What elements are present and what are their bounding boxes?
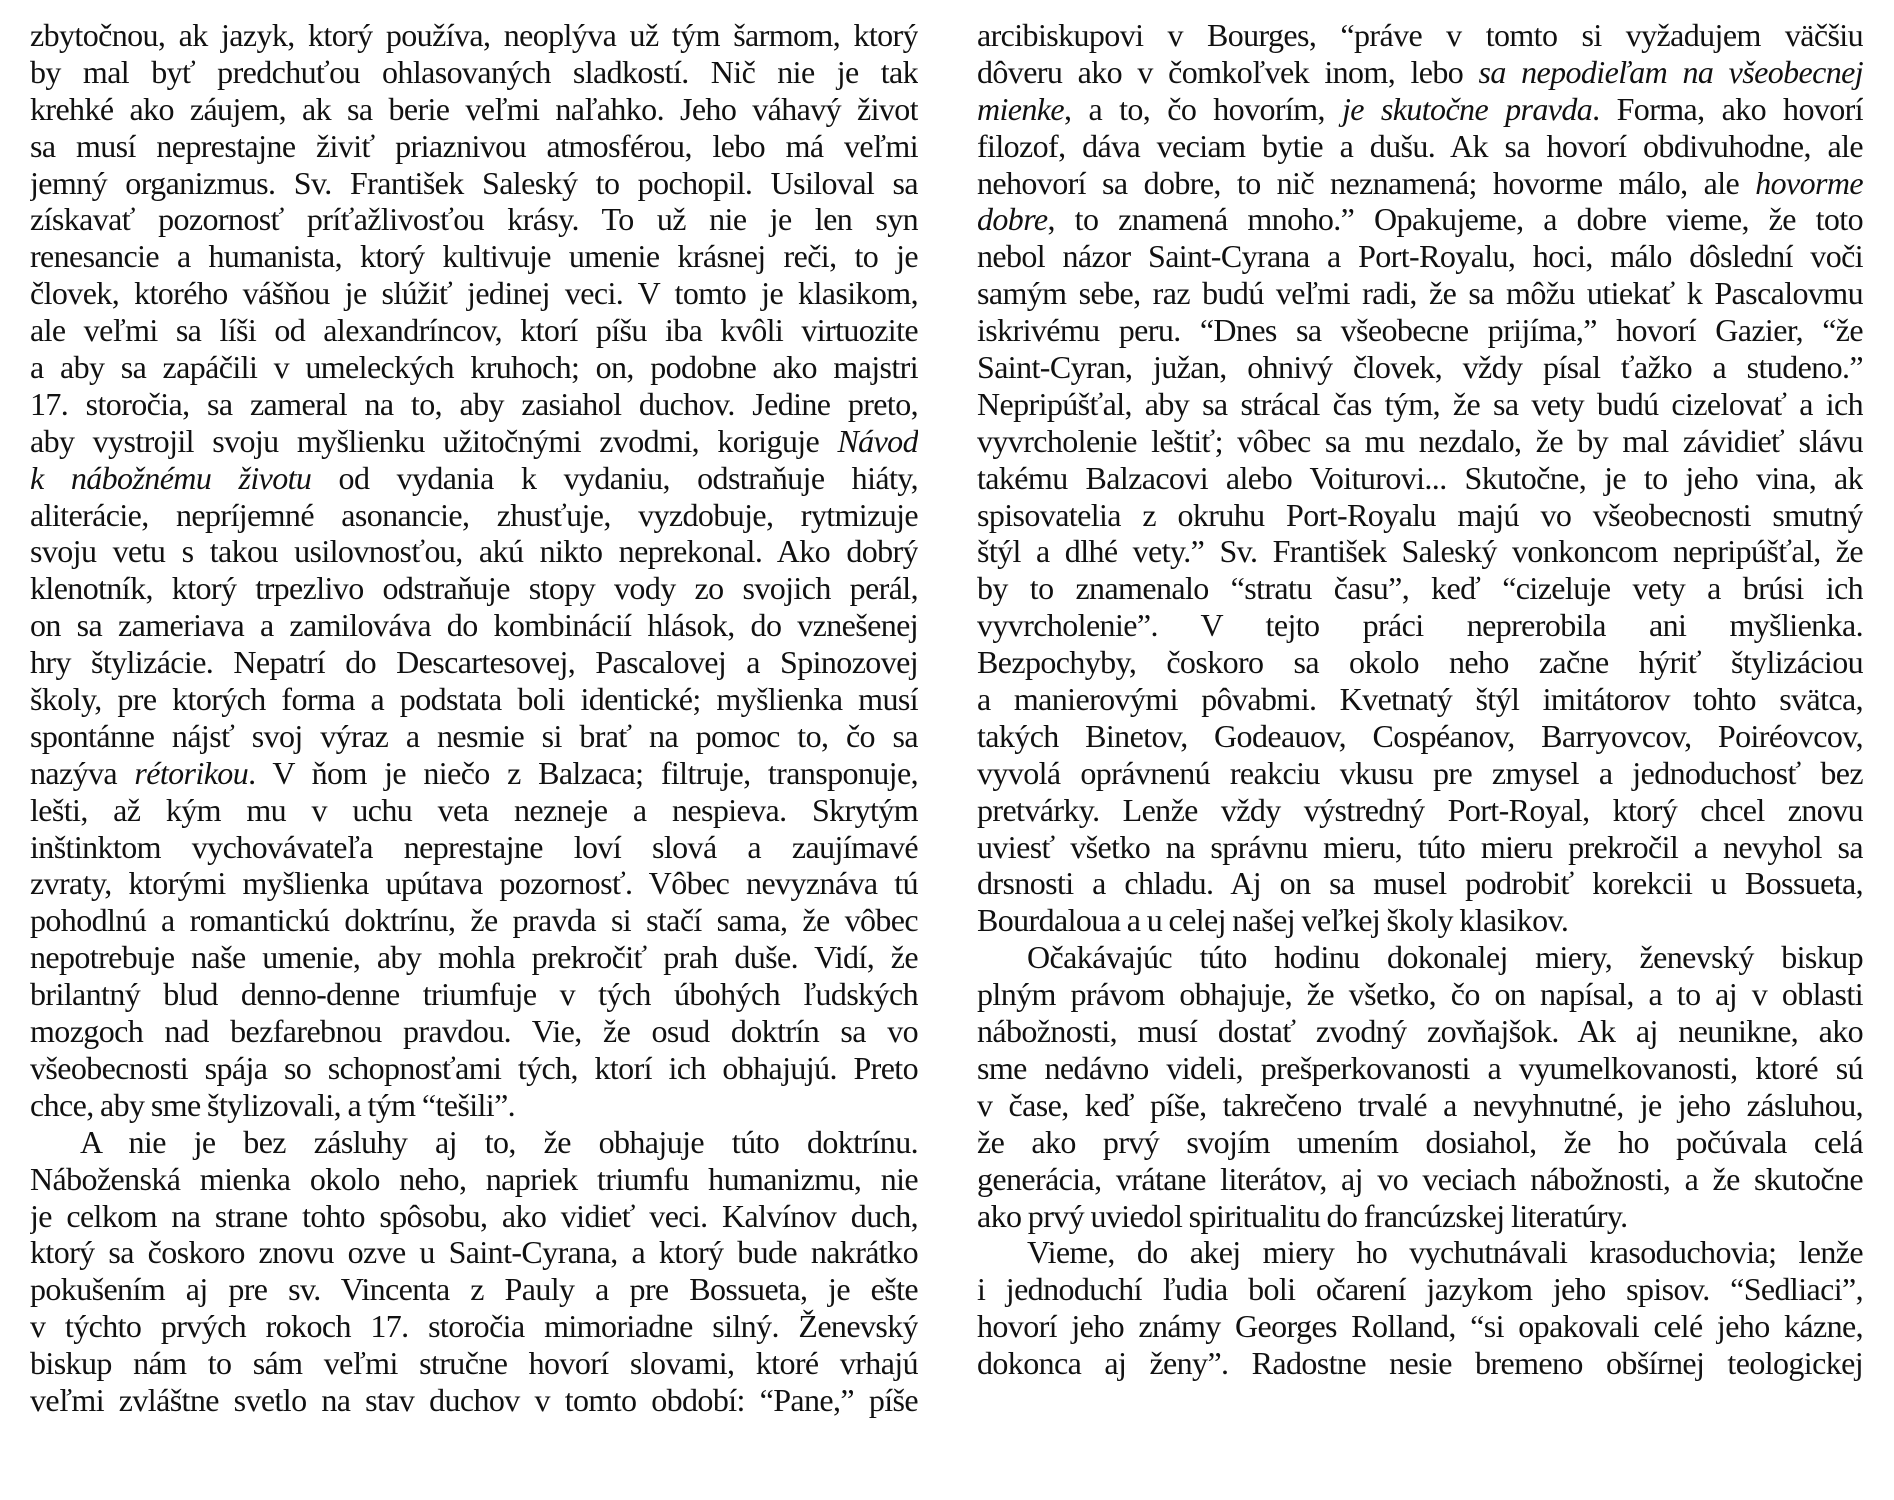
text-line <box>977 1161 1863 1198</box>
text-line <box>977 570 1863 607</box>
text-segment: ale veľmi sa líši od alexandríncov, ktorí píšu iba kvôli virtuozite <box>30 312 918 349</box>
text-segment: hovorí jeho známy Georges Rolland, “si opakovali celé jeho kázne, <box>977 1308 1863 1345</box>
text-line <box>977 792 1863 829</box>
text-line <box>30 54 918 91</box>
text-line <box>977 238 1863 275</box>
text-segment: arcibiskupovi v Bourges, “práve v tomto si vyžadujem väčšiu <box>977 17 1863 53</box>
text-line <box>977 644 1863 681</box>
text-segment: generácia, vrátane literátov, aj vo veciach nábožnosti, a že skutočne <box>977 1160 1863 1197</box>
text-line <box>30 718 918 755</box>
text-line <box>977 1124 1863 1161</box>
text-line <box>30 1345 918 1382</box>
paragraph-first-line <box>977 939 1863 976</box>
text-segment: aliterácie, nepríjemné asonancie, zhusťuje, vyzdobuje, rytmizuje <box>30 496 918 533</box>
text-line <box>977 755 1863 792</box>
text-segment: je celkom na strane tohto spôsobu, ako vidieť veci. Kalvínov duch, <box>30 1197 918 1234</box>
text-segment: ktorý sa čoskoro znovu ozve u Saint-Cyrana, a ktorý bude nakrátko <box>30 1234 918 1271</box>
text-segment: biskup nám to sám veľmi stručne hovorí slovami, ktoré vrhajú <box>30 1345 918 1382</box>
text-line <box>30 312 918 349</box>
italic-text: sa nepodieľam na všeobecnej <box>1478 53 1863 90</box>
text-segment: nábožnosti, musí dostať zvodný zovňajšok. Ak aj neunikne, ako <box>977 1013 1863 1050</box>
text-line <box>977 386 1863 423</box>
text-segment: klenotník, ktorý trpezlivo odstraňuje stopy vody zo svojich perál, <box>30 570 918 607</box>
text-segment: spisovatelia z okruhu Port-Royalu majú vo všeobecnosti smutný <box>977 496 1863 533</box>
text-segment: samým sebe, raz budú veľmi radi, že sa môžu utiekať k Pascalovmu <box>977 275 1863 312</box>
text-segment: takému Balzacovi alebo Voiturovi... Skutočne, je to jeho vina, ak <box>977 459 1863 496</box>
text-segment: a manierovými pôvabmi. Kvetnatý štýl imitátorov tohto svätca, <box>977 681 1863 718</box>
text-line <box>30 939 918 976</box>
text-line <box>977 681 1863 718</box>
text-line <box>977 497 1863 534</box>
text-segment: plným právom obhajuje, že všetko, čo on napísal, a to aj v oblasti <box>977 976 1863 1013</box>
italic-text: je skutočne pravda <box>1341 90 1593 127</box>
text-segment: ako prvý uviedol spiritualitu do francúzskej literatúry. <box>977 1197 1628 1234</box>
text-segment: štýl a dlhé vety.” Sv. František Saleský vonkoncom nepripúšťal, že <box>977 533 1863 570</box>
text-segment: hry štylizácie. Nepatrí do Descartesovej, Pascalovej a Spinozovej <box>30 644 918 681</box>
text-line <box>977 17 1863 54</box>
text-line <box>30 681 918 718</box>
text-line <box>30 976 918 1013</box>
text-segment: človek, ktorého vášňou je slúžiť jedinej veci. V tomto je klasikom, <box>30 275 918 312</box>
text-line <box>30 275 918 312</box>
italic-text: k nábožnému životu <box>30 459 312 496</box>
text-segment: uviesť všetko na správnu mieru, túto mieru prekročil a nevyhol sa <box>977 828 1863 865</box>
text-segment: veľmi zvláštne svetlo na stav duchov v tomto období: “Pane,” píše <box>30 1381 918 1418</box>
text-segment: nebol názor Saint-Cyrana a Port-Royalu, hoci, málo dôslední voči <box>977 238 1863 275</box>
text-line <box>977 1198 1863 1235</box>
italic-text: mienke <box>977 90 1065 127</box>
text-line <box>30 902 918 939</box>
text-segment: a aby sa zapáčili v umeleckých kruhoch; on, podobne ako majstri <box>30 349 918 386</box>
text-line <box>977 718 1863 755</box>
text-line <box>30 792 918 829</box>
text-column-left <box>30 17 918 1419</box>
text-line <box>30 755 918 792</box>
text-segment: jemný organizmus. Sv. František Saleský to pochopil. Usiloval sa <box>30 164 918 201</box>
text-line <box>30 570 918 607</box>
text-segment: od vydania k vydaniu, odstraňuje hiáty, <box>311 459 918 496</box>
text-line <box>977 275 1863 312</box>
text-line <box>30 1271 918 1308</box>
text-line <box>30 1382 918 1419</box>
text-segment: nehovorí sa dobre, to nič neznamená; hovorme málo, ale <box>977 164 1756 201</box>
text-line <box>977 128 1863 165</box>
text-line <box>30 460 918 497</box>
text-segment: , to znamená mnoho.” Opakujeme, a dobre vieme, že toto <box>1047 201 1863 238</box>
text-segment: . Forma, ako hovorí <box>1592 90 1863 127</box>
text-line <box>30 91 918 128</box>
text-segment: že ako prvý svojím umením dosiahol, že ho počúvala celá <box>977 1123 1863 1160</box>
text-line <box>977 533 1863 570</box>
paragraph-first-line <box>977 1234 1863 1271</box>
text-line <box>30 1087 918 1124</box>
text-line <box>977 976 1863 1013</box>
text-line <box>30 1050 918 1087</box>
text-line <box>30 128 918 165</box>
text-segment: Očakávajúc túto hodinu dokonalej miery, ženevský biskup <box>1027 939 1863 976</box>
text-segment: mozgoch nad bezfarebnou pravdou. Vie, že osud doktrín sa vo <box>30 1013 918 1050</box>
text-segment: dôveru ako v čomkoľvek inom, lebo <box>977 53 1479 90</box>
text-segment: by mal byť predchuťou ohlasovaných sladkostí. Nič nie je tak <box>30 53 918 90</box>
text-segment: nazýva <box>30 754 135 791</box>
text-line <box>30 349 918 386</box>
text-line <box>30 829 918 866</box>
text-segment: filozof, dáva veciam bytie a dušu. Ak sa hovorí obdivuhodne, ale <box>977 127 1863 164</box>
text-segment: Nepripúšťal, aby sa strácal čas tým, že sa vety budú cizelovať a ich <box>977 385 1863 422</box>
text-segment: . V ňom je niečo z Balzaca; filtruje, transponuje, <box>248 754 918 791</box>
text-line <box>977 423 1863 460</box>
text-line <box>977 1345 1863 1382</box>
italic-text: rétorikou <box>134 754 249 791</box>
text-line <box>30 533 918 570</box>
text-line <box>977 312 1863 349</box>
text-segment: vyvrcholenie leštiť; vôbec sa mu nezdalo, že by mal závidieť slávu <box>977 422 1863 459</box>
text-segment: sa musí neprestajne živiť priaznivou atmosférou, lebo má veľmi <box>30 127 918 164</box>
text-segment: Bezpochyby, čoskoro sa okolo neho začne hýriť štylizáciou <box>977 644 1863 681</box>
text-line <box>30 497 918 534</box>
text-segment: lešti, až kým mu v uchu veta nezneje a nespieva. Skrytým <box>30 791 918 828</box>
text-line <box>977 829 1863 866</box>
text-line <box>977 460 1863 497</box>
text-segment: v týchto prvých rokoch 17. storočia mimoriadne silný. Ženevský <box>30 1308 918 1345</box>
italic-text: Návod <box>837 422 918 459</box>
text-segment: pokušením aj pre sv. Vincenta z Pauly a pre Bossueta, je ešte <box>30 1271 918 1308</box>
text-segment: pretvárky. Lenže vždy výstredný Port-Royal, ktorý chcel znovu <box>977 791 1863 828</box>
text-segment: Saint-Cyran, južan, ohnivý človek, vždy písal ťažko a studeno.” <box>977 349 1863 386</box>
text-segment: inštinktom vychovávateľa neprestajne loví slová a zaujímavé <box>30 828 918 865</box>
text-segment: školy, pre ktorých forma a podstata boli identické; myšlienka musí <box>30 681 918 718</box>
text-line <box>30 1198 918 1235</box>
text-line <box>977 54 1863 91</box>
text-segment: svoju vetu s takou usilovnosťou, akú nikto neprekonal. Ako dobrý <box>30 533 918 570</box>
text-line <box>30 423 918 460</box>
text-segment: získavať pozornosť príťažlivosťou krásy. To už nie je len syn <box>30 201 918 238</box>
text-line <box>977 1308 1863 1345</box>
text-segment: zvraty, ktorými myšlienka upútava pozornosť. Vôbec nevyznáva tú <box>30 865 918 902</box>
text-segment: A nie je bez zásluhy aj to, že obhajuje túto doktrínu. <box>80 1123 918 1160</box>
text-segment: by to znamenalo “stratu času”, keď “cizeluje vety a brúsi ich <box>977 570 1863 607</box>
text-segment: dokonca aj ženy”. Radostne nesie bremeno obšírnej teologickej <box>977 1345 1863 1382</box>
text-line <box>30 1161 918 1198</box>
text-segment: nepotrebuje naše umenie, aby mohla prekročiť prah duše. Vidí, že <box>30 939 918 976</box>
text-segment: Bourdaloua a u celej našej veľkej školy klasikov. <box>977 902 1569 939</box>
text-line <box>977 165 1863 202</box>
text-segment: renesancie a humanista, ktorý kultivuje umenie krásnej reči, to je <box>30 238 918 275</box>
text-segment: aby vystrojil svoju myšlienku užitočnými zvodmi, koriguje <box>30 422 838 459</box>
text-segment: , a to, čo hovorím, <box>1064 90 1342 127</box>
text-line <box>977 91 1863 128</box>
text-line <box>30 1013 918 1050</box>
text-segment: brilantný blud denno-denne triumfuje v tých úbohých ľudských <box>30 976 918 1013</box>
text-segment: iskrivému peru. “Dnes sa všeobecne prijíma,” hovorí Gazier, “že <box>977 312 1863 349</box>
text-line <box>977 201 1863 238</box>
text-line <box>30 607 918 644</box>
text-line <box>977 1013 1863 1050</box>
text-line <box>977 607 1863 644</box>
text-line <box>30 17 918 54</box>
text-line <box>977 1087 1863 1124</box>
text-segment: spontánne nájsť svoj výraz a nesmie si brať na pomoc to, čo sa <box>30 717 918 754</box>
text-segment: takých Binetov, Godeauov, Cospéanov, Barryovcov, Poiréovcov, <box>977 717 1863 754</box>
text-line <box>30 165 918 202</box>
text-line <box>977 865 1863 902</box>
paragraph-first-line <box>30 1124 918 1161</box>
text-segment: sme nedávno videli, prešperkovanosti a vyumelkovanosti, ktoré sú <box>977 1049 1863 1086</box>
text-column-right <box>977 17 1863 1382</box>
italic-text: hovorme <box>1755 164 1863 201</box>
text-line <box>977 349 1863 386</box>
text-line <box>30 386 918 423</box>
text-segment: Náboženská mienka okolo neho, napriek triumfu humanizmu, nie <box>30 1160 918 1197</box>
text-line <box>30 865 918 902</box>
text-segment: chce, aby sme štylizovali, a tým “tešili”. <box>30 1086 516 1123</box>
text-segment: on sa zameriava a zamilováva do kombinácií hlások, do vznešenej <box>30 607 918 644</box>
text-line <box>30 238 918 275</box>
italic-text: dobre <box>977 201 1048 238</box>
text-segment: i jednoduchí ľudia boli očarení jazykom jeho spisov. “Sedliaci”, <box>977 1271 1863 1308</box>
text-line <box>977 1050 1863 1087</box>
text-segment: drsnosti a chladu. Aj on sa musel podrobiť korekcii u Bossueta, <box>977 865 1863 902</box>
text-line <box>977 902 1863 939</box>
text-segment: 17. storočia, sa zameral na to, aby zasiahol duchov. Jedine preto, <box>30 385 918 422</box>
text-line <box>30 644 918 681</box>
text-line <box>30 1308 918 1345</box>
text-segment: vyvrcholenie”. V tejto práci neprerobila ani myšlienka. <box>977 607 1863 644</box>
text-line <box>30 201 918 238</box>
text-segment: Vieme, do akej miery ho vychutnávali krasoduchovia; lenže <box>1027 1234 1863 1271</box>
text-line <box>30 1234 918 1271</box>
text-segment: všeobecnosti spája so schopnosťami tých, ktorí ich obhajujú. Preto <box>30 1049 918 1086</box>
text-line <box>977 1271 1863 1308</box>
text-segment: vyvolá oprávnenú reakciu vkusu pre zmysel a jednoduchosť bez <box>977 754 1863 791</box>
text-segment: v čase, keď píše, takrečeno trvalé a nevyhnutné, je jeho zásluhou, <box>977 1086 1863 1123</box>
text-segment: zbytočnou, ak jazyk, ktorý používa, neoplýva už tým šarmom, ktorý <box>30 17 918 53</box>
text-segment: pohodlnú a romantickú doktrínu, že pravda si stačí sama, že vôbec <box>30 902 918 939</box>
text-segment: krehké ako záujem, ak sa berie veľmi naľahko. Jeho váhavý život <box>30 90 918 127</box>
